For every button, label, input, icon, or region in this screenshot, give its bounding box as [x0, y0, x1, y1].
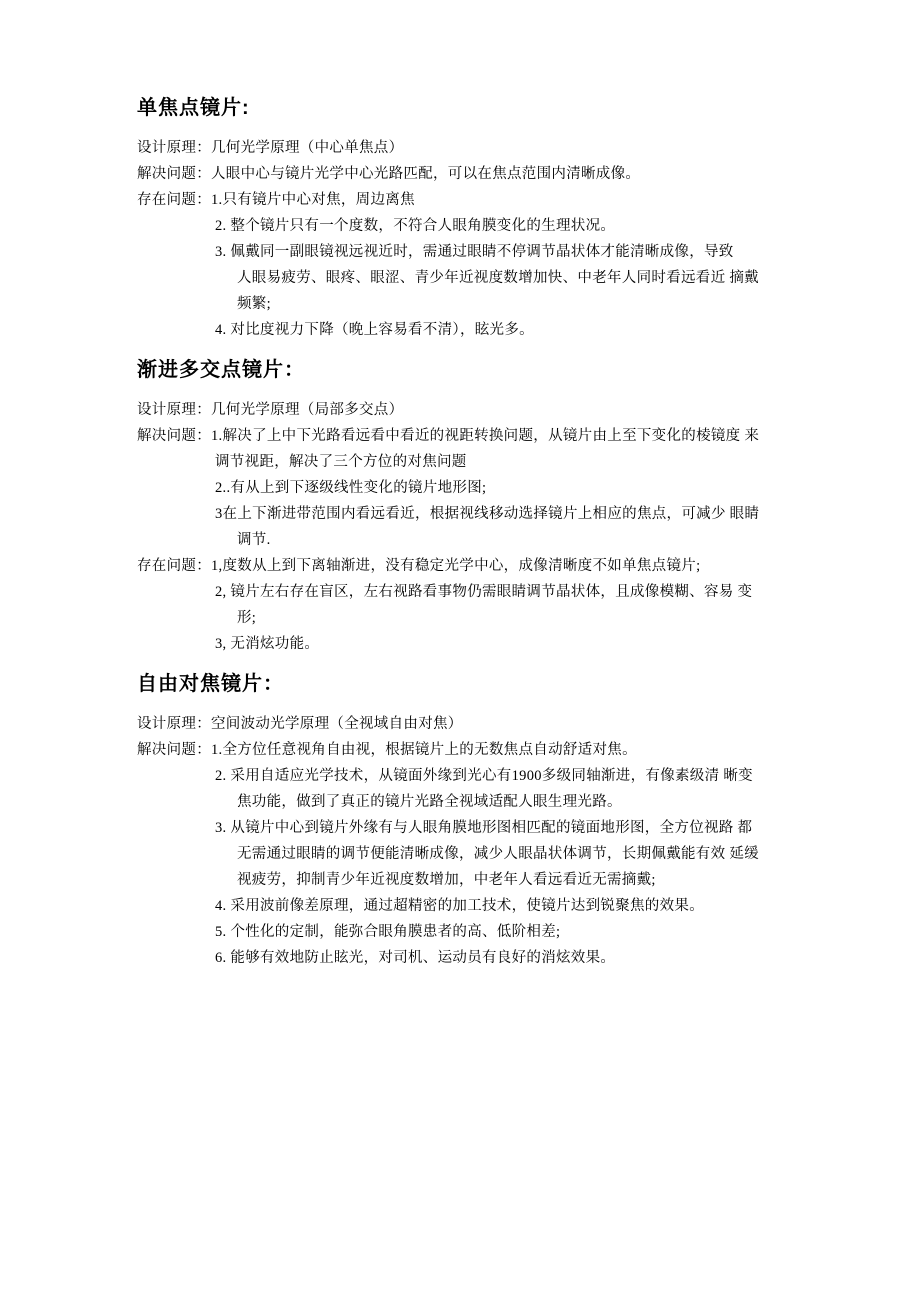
- section-heading: 单焦点镜片:: [137, 97, 250, 119]
- text-line: 人眼易疲劳、眼疼、眼涩、青少年近视度数增加快、中老年人同时看远看近 摘戴: [237, 270, 759, 286]
- text-line: 4. 对比度视力下降（晚上容易看不清），眩光多。: [215, 322, 534, 338]
- text-line: 3. 佩戴同一副眼镜视远视近时，需通过眼睛不停调节晶状体才能清晰成像，导致: [215, 244, 734, 260]
- text-line: 3在上下渐进带范围内看远看近，根据视线移动选择镜片上相应的焦点，可减少 眼睛: [215, 506, 760, 522]
- text-line: 3. 从镜片中心到镜片外缘有与人眼角膜地形图相匹配的镜面地形图，全方位视路 都: [215, 820, 753, 836]
- section-heading: 渐进多交点镜片：: [137, 359, 305, 381]
- text-line: 3, 无消炫功能。: [215, 636, 320, 652]
- text-line: 5. 个性化的定制，能弥合眼角膜患者的高、低阶相差;: [215, 924, 561, 940]
- text-line: 2. 整个镜片只有一个度数，不符合人眼角膜变化的生理状况。: [215, 218, 616, 234]
- text-line: 解决问题：1.解决了上中下光路看远看中看近的视距转换问题，从镜片由上至下变化的棱镜度 来: [137, 428, 760, 444]
- text-line: 设计原理：空间波动光学原理（全视域自由对焦）: [137, 716, 463, 732]
- text-line: 4. 采用波前像差原理，通过超精密的加工技术，使镜片达到锐聚焦的效果。: [215, 898, 704, 914]
- text-line: 形;: [237, 610, 257, 626]
- text-line: 设计原理：几何光学原理（中心单焦点）: [137, 140, 404, 156]
- text-line: 解决问题：1.全方位任意视角自由视，根据镜片上的无数焦点自动舒适对焦。: [137, 742, 637, 758]
- text-line: 频繁;: [237, 296, 271, 312]
- section-heading: 自由对焦镜片：: [137, 673, 284, 695]
- text-line: 2. 采用自适应光学技术，从镜面外缘到光心有1900多级同轴渐进，有像素级清 晰变: [215, 768, 753, 784]
- text-line: 6. 能够有效地防止眩光，对司机、运动员有良好的消炫效果。: [215, 950, 616, 966]
- text-line: 存在问题：1,度数从上到下离轴渐进，没有稳定光学中心，成像清晰度不如单焦点镜片;: [137, 558, 701, 574]
- text-line: 设计原理：几何光学原理（局部多交点）: [137, 402, 404, 418]
- text-line: 调节.: [237, 532, 271, 548]
- text-line: 2, 镜片左右存在盲区，左右视路看事物仍需眼睛调节晶状体，且成像模糊、容易 变: [215, 584, 753, 600]
- text-line: 视疲劳，抑制青少年近视度数增加，中老年人看远看近无需摘戴;: [237, 872, 656, 888]
- text-line: 解决问题：人眼中心与镜片光学中心光路匹配，可以在焦点范围内清晰成像。: [137, 166, 641, 182]
- text-line: 焦功能，做到了真正的镜片光路全视域适配人眼生理光路。: [237, 794, 622, 810]
- text-line: 2..有从上到下逐级线性变化的镜片地形图;: [215, 480, 487, 496]
- document-content: [137, 95, 802, 971]
- text-line: 无需通过眼睛的调节便能清晰成像，减少人眼晶状体调节，长期佩戴能有效 延缓: [237, 846, 759, 862]
- text-line: 存在问题：1.只有镜片中心对焦，周边离焦: [137, 192, 415, 208]
- text-line: 调节视距，解决了三个方位的对焦问题: [215, 454, 467, 470]
